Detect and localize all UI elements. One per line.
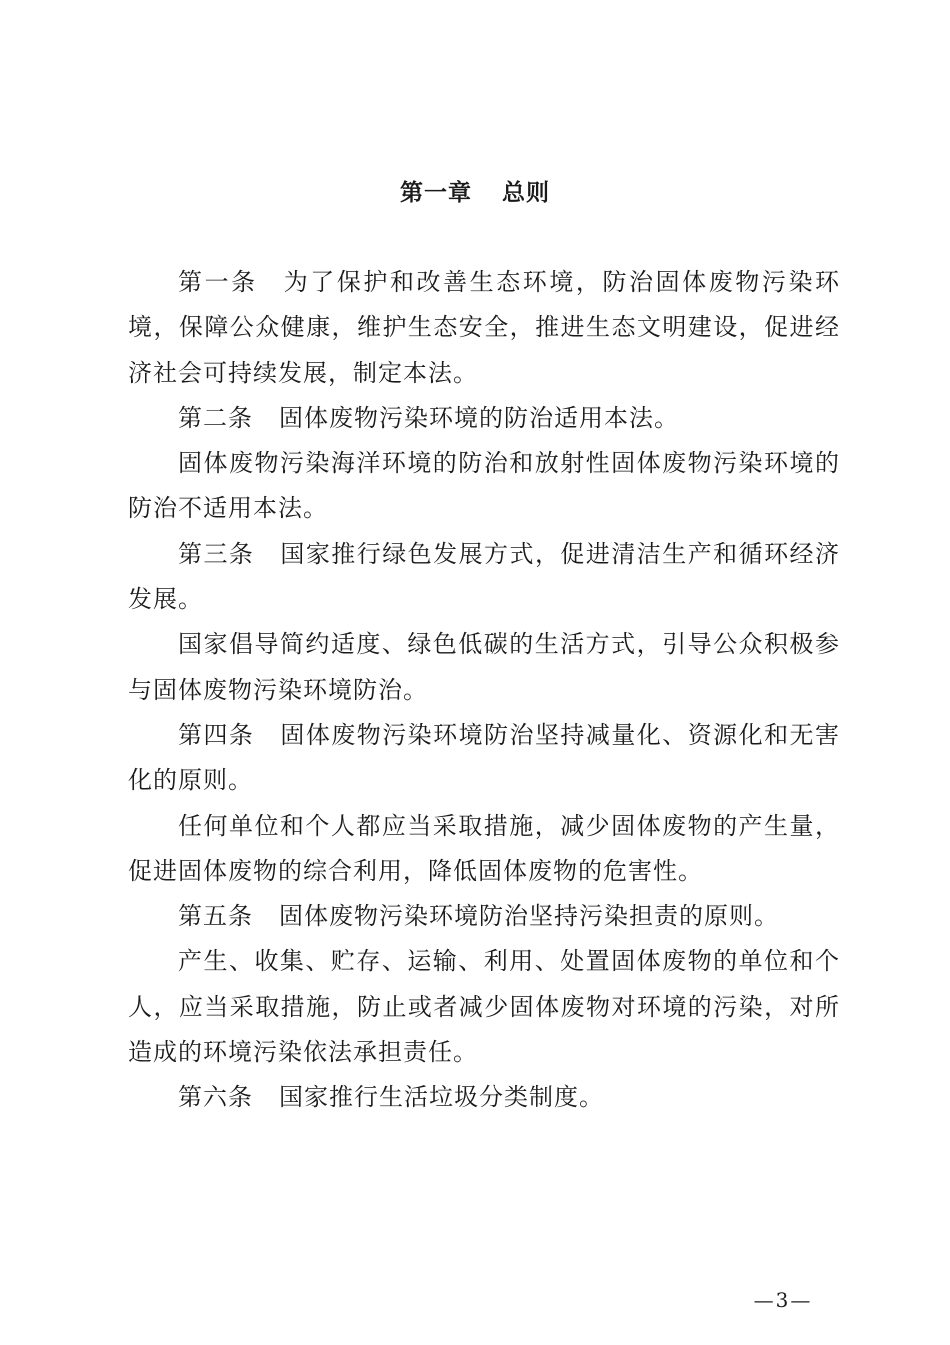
paragraph-article-2 (128, 396, 840, 441)
paragraph-text: 固体废物污染环境防治坚持减量化、资源化和无害化的原则。 (128, 720, 840, 795)
chapter-name: 总则 (502, 180, 550, 206)
paragraph-article-4-clause (128, 804, 840, 895)
article-label: 第三条 (178, 539, 255, 568)
paragraph-article-2-clause (128, 441, 840, 532)
paragraph-text: 固体废物污染环境防治坚持污染担责的原则。 (279, 902, 779, 931)
chapter-title (0, 176, 950, 210)
paragraph-article-4 (128, 713, 840, 804)
article-label: 第五条 (178, 902, 253, 931)
article-label: 第一条 (178, 268, 258, 296)
paragraph-article-6 (128, 1075, 840, 1120)
paragraph-text: 固体废物污染环境的防治适用本法。 (279, 403, 679, 432)
paragraph-text: 为了保护和改善生态环境，防治固体废物污染环境，保障公众健康，维护生态安全，推进生态文明建设，促进经济社会可持续发展，制定本法。 (128, 268, 841, 387)
paragraph-text: 任何单位和个人都应当采取措施，减少固体废物的产生量，促进固体废物的综合利用，降低固体废物的危害性。 (128, 811, 840, 885)
article-label: 第六条 (178, 1083, 253, 1112)
paragraph-text: 国家推行生活垃圾分类制度。 (279, 1083, 604, 1112)
body-text (128, 260, 840, 1121)
article-label: 第二条 (178, 403, 253, 432)
paragraph-text: 国家推行绿色发展方式，促进清洁生产和循环经济发展。 (128, 539, 840, 614)
paragraph-article-1 (128, 260, 840, 396)
paragraph-text: 产生、收集、贮存、运输、利用、处置固体废物的单位和个人，应当采取措施，防止或者减少固体废物对环境的污染，对所造成的环境污染依法承担责任。 (128, 947, 840, 1067)
chapter-number: 第一章 (400, 180, 472, 206)
article-label: 第四条 (178, 720, 255, 749)
page-number: —3— (753, 1288, 813, 1312)
paragraph-text: 国家倡导简约适度、绿色低碳的生活方式，引导公众积极参与固体废物污染环境防治。 (128, 630, 840, 704)
paragraph-article-3-clause (128, 622, 840, 713)
paragraph-article-5-clause (128, 939, 840, 1075)
paragraph-article-3 (128, 532, 840, 623)
paragraph-text: 固体废物污染海洋环境的防治和放射性固体废物污染环境的防治不适用本法。 (128, 449, 840, 523)
paragraph-article-5 (128, 894, 840, 939)
